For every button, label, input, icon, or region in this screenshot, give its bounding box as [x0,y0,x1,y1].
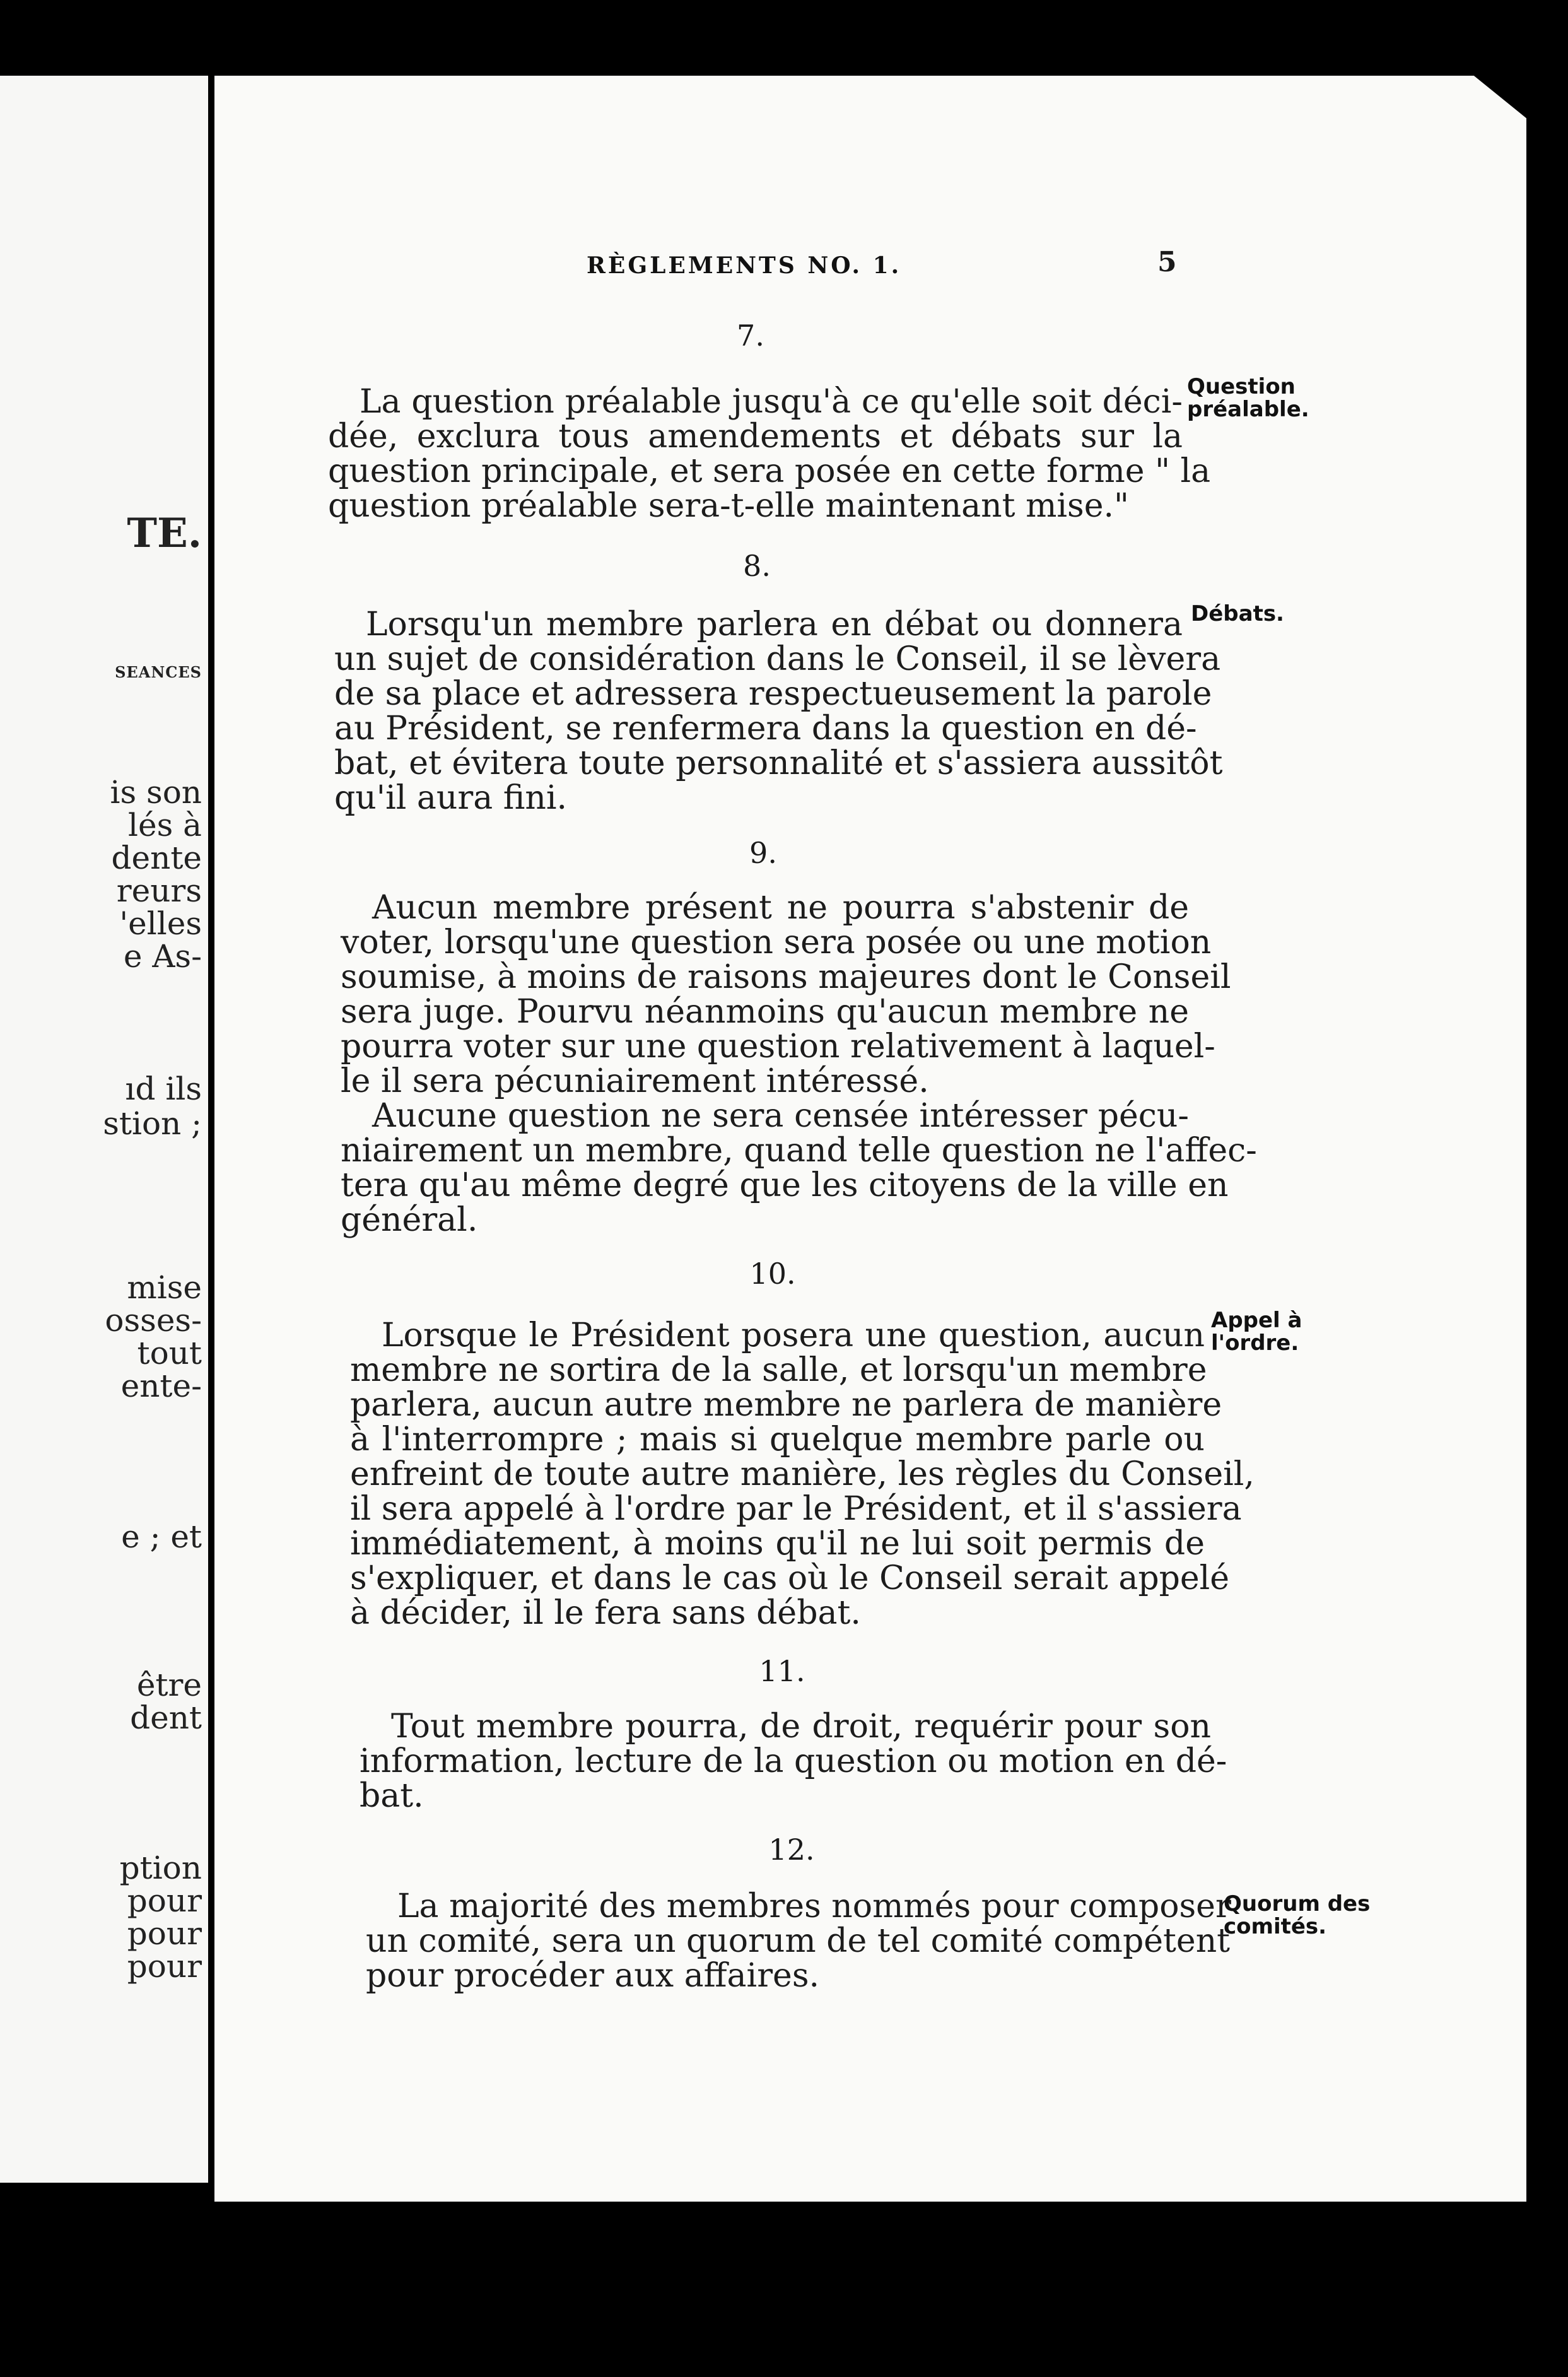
left-page-line: stion ; [103,1105,202,1142]
text-line: pour procéder aux affaires. [366,1957,820,1995]
text-line: à l'interrompre ; mais si quelque membre parle ou [350,1421,1205,1458]
left-page-fragment [0,76,208,2183]
text-line: pourra voter sur une question relativement à laquel- [341,1028,1215,1065]
text-line: Aucune question ne sera censée intéresser pécu- [372,1097,1189,1135]
section-number: 12. [768,1833,815,1867]
left-page-line: dent [130,1699,202,1736]
left-page-line: e ; et [121,1518,202,1555]
section-number: 7. [737,319,764,353]
text-line: sera juge. Pourvu néanmoins qu'aucun membre ne [341,993,1189,1031]
left-page-line: reurs [116,872,202,909]
text-line: information, lecture de la question ou motion en dé- [360,1742,1227,1780]
section-paragraph [350,1317,1255,1632]
text-line: général. [341,1201,478,1239]
left-page-line: osses- [105,1302,202,1339]
section-number: 11. [759,1654,805,1688]
page-number: 5 [1157,246,1177,278]
text-line: bat. [360,1777,424,1815]
left-page-line: pour [127,1948,202,1985]
text-line: au Président, se renfermera dans la question en dé- [334,710,1197,748]
left-page-line: 'elles [119,905,202,942]
left-page-line: ente- [120,1368,202,1404]
left-page-line: ption [119,1850,202,1886]
text-line: qu'il aura fini. [334,779,568,817]
text-line: de sa place et adressera respectueusement la parole [334,675,1212,713]
left-page-seances: SEANCES [115,663,202,681]
section-paragraph [328,383,1211,525]
text-line: Lorsque le Président posera une question, aucun [382,1317,1205,1354]
margin-note-appel-ordre: Appel à l'ordre. [1211,1308,1302,1356]
left-page-title: TE. [127,510,202,557]
text-line: question préalable sera-t-elle maintenant mise." [328,487,1129,525]
text-line: s'expliquer, et dans le cas où le Conseil serait appelé [350,1559,1230,1597]
text-line: immédiatement, à moins qu'il ne lui soit permis de [350,1525,1205,1563]
margin-note-quorum: Quorum des comités. [1224,1891,1371,1939]
text-line: question principale, et sera posée en cette forme " la [328,452,1211,490]
text-line: un sujet de considération dans le Conseil, il se lèvera [334,640,1221,678]
text-line: bat, et évitera toute personnalité et s'assiera aussitôt [334,744,1223,782]
left-page-line: mise [127,1269,202,1306]
text-line: un comité, sera un quorum de tel comité compétent [366,1922,1231,1960]
section-paragraph [360,1708,1227,1815]
text-line: tera qu'au même degré que les citoyens de la ville en [341,1166,1229,1204]
left-page-line: pour [127,1915,202,1952]
text-line: dée, exclura tous amendements et débats sur la [328,418,1183,455]
left-page-line: pour [127,1882,202,1919]
running-head: RÈGLEMENTS NO. 1. [587,252,902,279]
text-line: soumise, à moins de raisons majeures dont le Conseil [341,958,1231,996]
text-line: il sera appelé à l'ordre par le Président, et il s'assiera [350,1490,1242,1528]
left-page-line: dente [111,840,202,876]
left-page-line: ıd ils [125,1071,202,1107]
text-line: La question préalable jusqu'à ce qu'elle soit déci- [360,383,1183,421]
margin-note-question-prealable: Question préalable. [1187,374,1309,422]
section-paragraph [334,606,1223,817]
text-line: La majorité des membres nommés pour composer [397,1887,1231,1925]
text-line: Tout membre pourra, de droit, requérir pour son [391,1708,1211,1746]
section-paragraph [341,889,1257,1239]
left-page-line: e As- [123,938,202,975]
left-page-line: être [136,1667,202,1703]
text-line: parlera, aucun autre membre ne parlera de manière [350,1386,1222,1424]
text-line: enfreint de toute autre manière, les règles du Conseil, [350,1455,1255,1493]
left-page-line: lés à [128,807,202,843]
section-paragraph [366,1887,1231,1995]
text-line: à décider, il le fera sans débat. [350,1594,861,1632]
text-line: voter, lorsqu'une question sera posée ou une motion [341,924,1212,961]
section-number: 8. [743,549,771,583]
text-line: Aucun membre présent ne pourra s'abstenir de [372,889,1189,927]
section-number: 10. [749,1257,796,1291]
margin-note-debats: Débats. [1191,601,1284,626]
text-line: membre ne sortira de la salle, et lorsqu'un membre [350,1351,1207,1389]
text-line: Lorsqu'un membre parlera en débat ou donnera [366,606,1183,643]
left-page-line: tout [137,1335,202,1371]
left-page-line: is son [110,774,202,811]
text-line: le il sera pécuniairement intéressé. [341,1062,929,1100]
section-number: 9. [749,836,777,870]
text-line: niairement un membre, quand telle question ne l'affec- [341,1132,1257,1170]
